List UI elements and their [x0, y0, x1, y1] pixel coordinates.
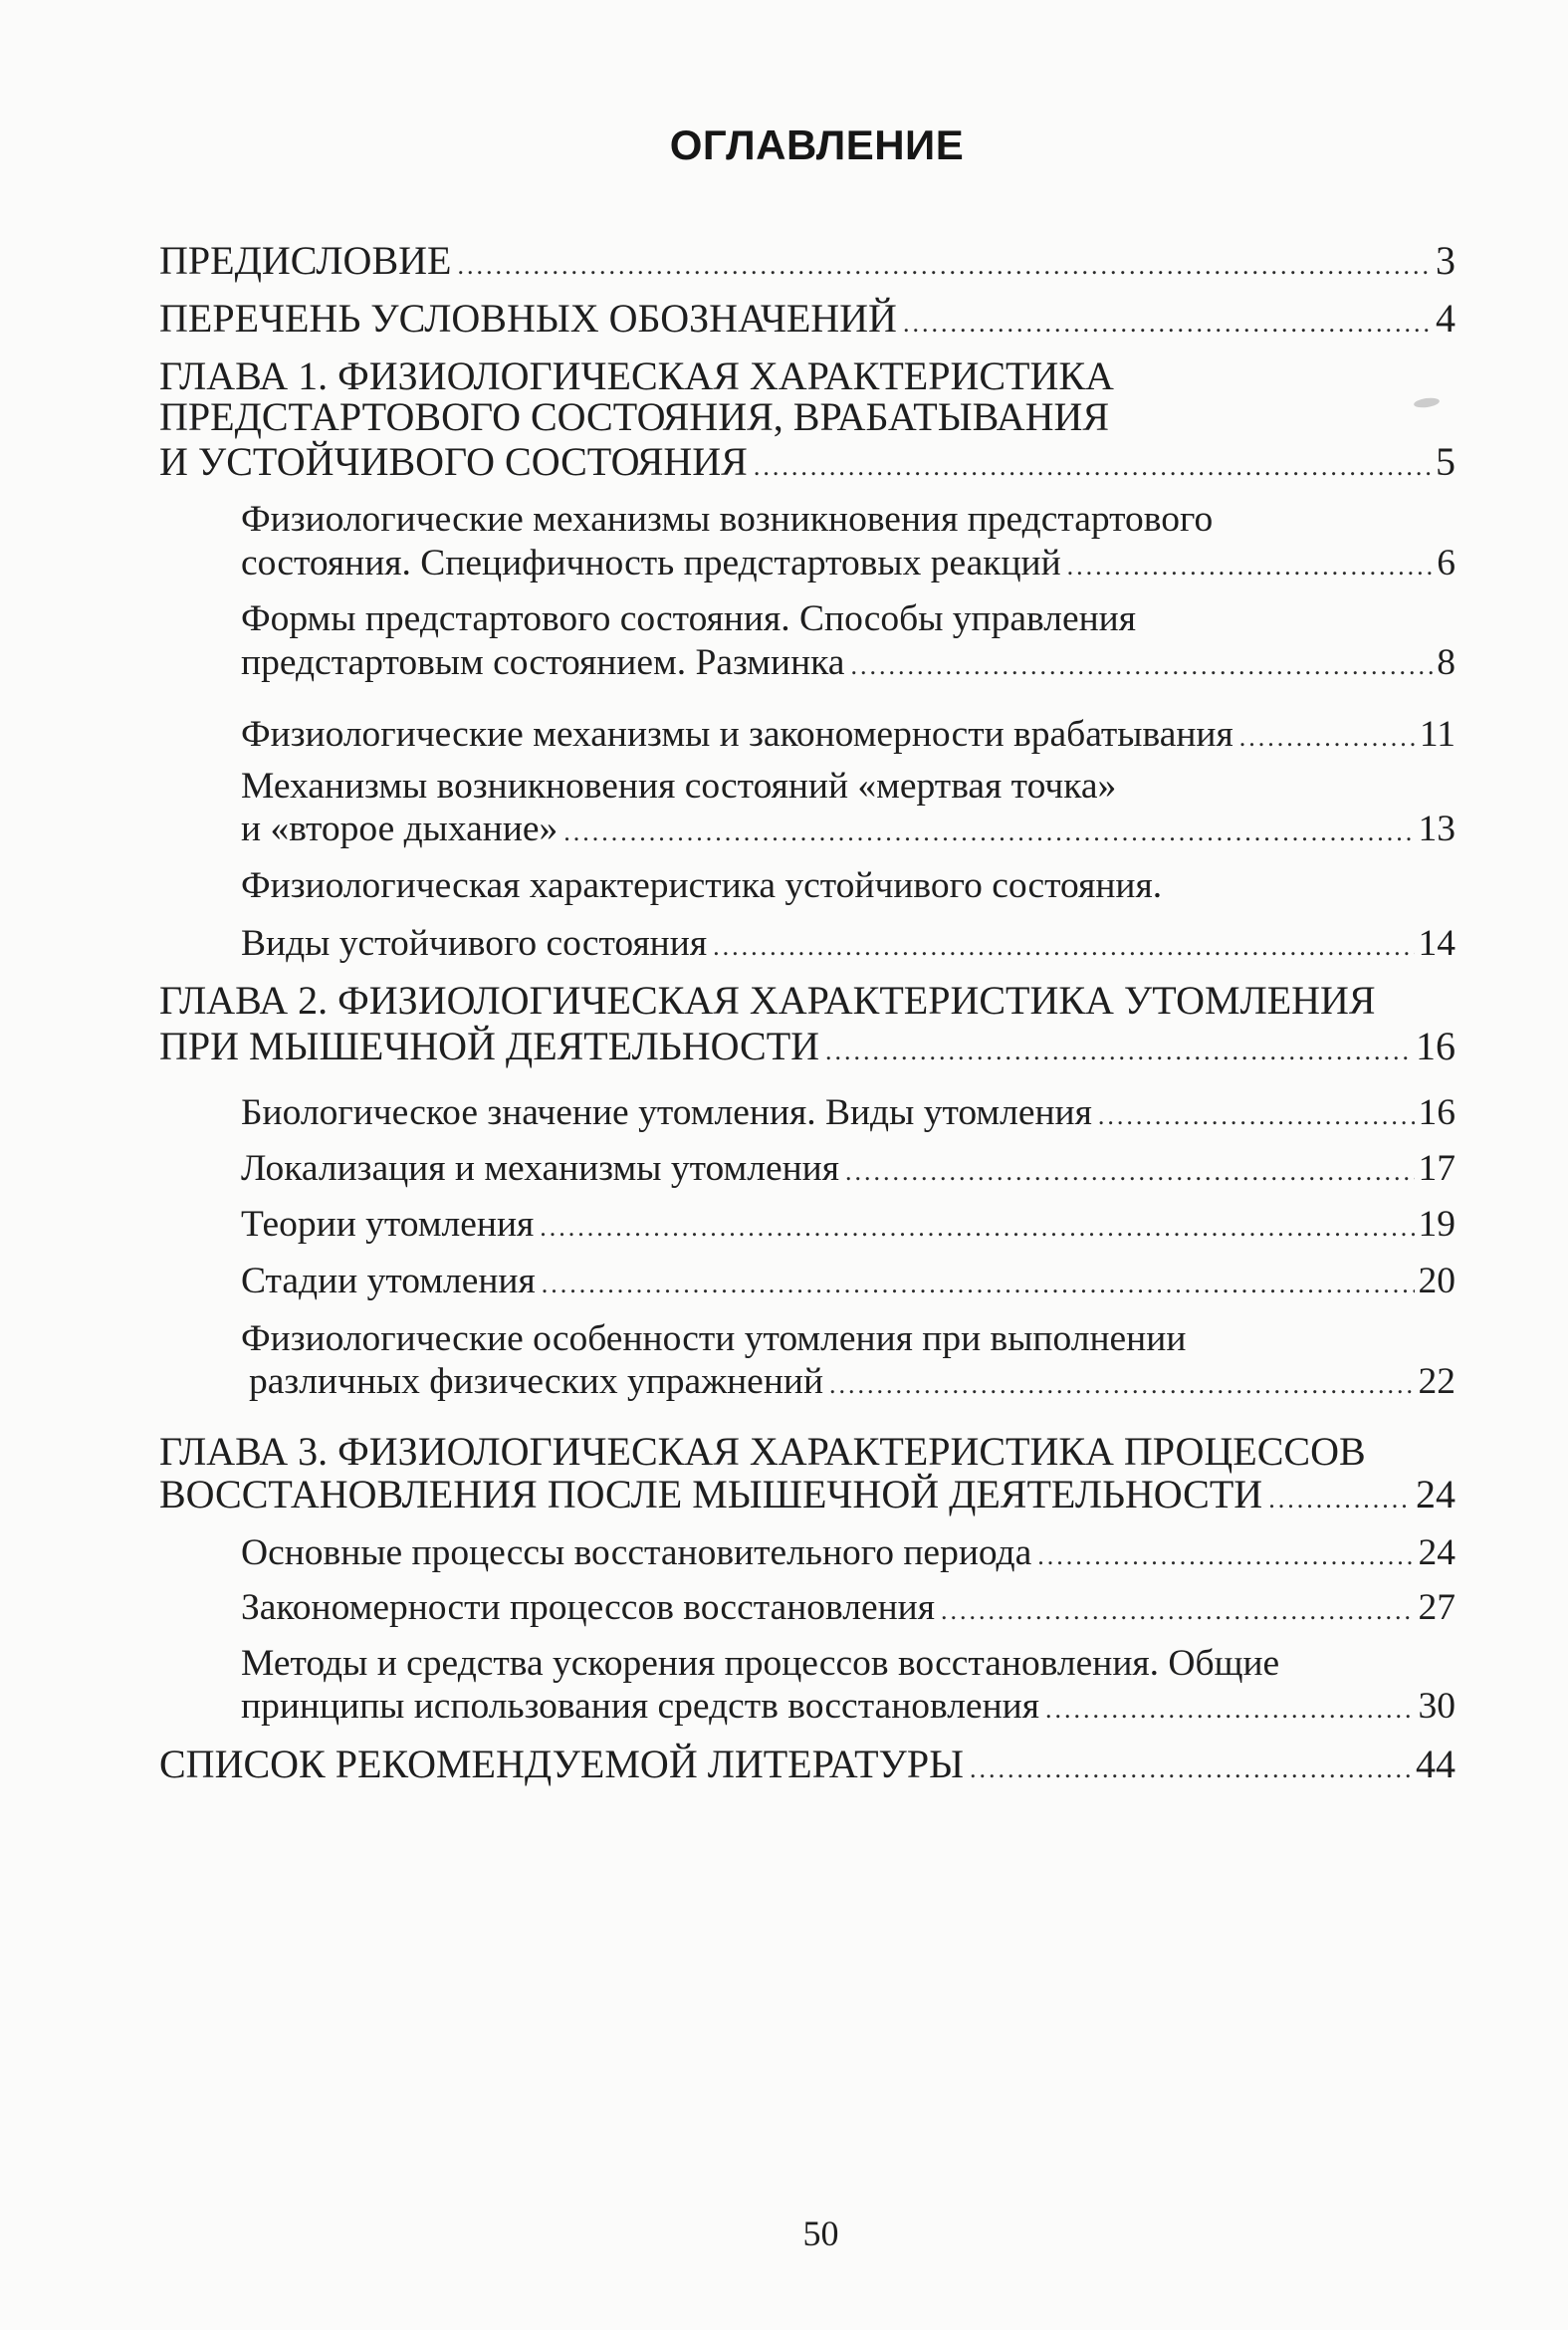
toc-entry-text: ГЛАВА 3. ФИЗИОЛОГИЧЕСКАЯ ХАРАКТЕРИСТИКА ПРОЦЕССОВ [159, 1429, 1366, 1474]
toc-subentry-line[interactable] [241, 1685, 1456, 1731]
dot-leader [754, 454, 1432, 480]
toc-page-number: 5 [1436, 439, 1456, 484]
toc-subentry-line[interactable] [241, 808, 1456, 853]
toc-entry-text: ПРЕДСТАРТОВОГО СОСТОЯНИЯ, ВРАБАТЫВАНИЯ [159, 394, 1110, 439]
dot-leader [713, 934, 1414, 960]
dot-leader [845, 1159, 1415, 1185]
toc-entry-text: СПИСОК РЕКОМЕНДУЕМОЙ ЛИТЕРАТУРЫ [159, 1742, 964, 1786]
dot-leader [829, 1372, 1414, 1398]
page-number: 50 [802, 2214, 839, 2253]
toc-entry-text: Стадии утомления [241, 1261, 536, 1301]
toc-entry-chapter-2-line-2[interactable] [159, 1023, 1456, 1068]
toc-subentry-line[interactable] [241, 597, 1456, 643]
toc-entry-text: Физиологические механизмы и закономерности врабатывания [241, 714, 1233, 755]
dot-leader [903, 311, 1432, 337]
toc-page-number: 13 [1418, 809, 1456, 849]
toc-entry-chapter-3-line-1[interactable] [159, 1428, 1456, 1474]
toc-page-number: 30 [1418, 1686, 1456, 1727]
toc-page-number: 44 [1416, 1742, 1456, 1786]
dot-leader [540, 1215, 1414, 1241]
toc-subentry-line[interactable] [241, 1147, 1456, 1193]
toc-entry-text: Формы предстартового состояния. Способы управления [241, 598, 1136, 639]
toc-subentry-line[interactable] [241, 1642, 1456, 1688]
toc-subentry-line[interactable] [241, 765, 1456, 811]
toc-entry-text: ВОССТАНОВЛЕНИЯ ПОСЛЕ МЫШЕЧНОЙ ДЕЯТЕЛЬНОСТИ [159, 1472, 1263, 1516]
dot-leader [1098, 1103, 1415, 1129]
dot-leader [1268, 1487, 1412, 1513]
toc-entry-text: ПРЕДИСЛОВИЕ [159, 238, 452, 283]
toc-page-number: 24 [1416, 1472, 1456, 1516]
toc-subentry-line[interactable] [241, 713, 1456, 759]
toc-page-number: 8 [1437, 642, 1456, 683]
toc-entry-text: Биологическое значение утомления. Виды утомления [241, 1092, 1092, 1133]
toc-entry-text: Теории утомления [241, 1204, 535, 1245]
toc-page-number: 3 [1436, 238, 1456, 283]
dot-leader [563, 819, 1414, 845]
toc-entry-text: Механизмы возникновения состояний «мертвая точка» [241, 766, 1117, 807]
toc-entry-chapter-1-line-2[interactable] [159, 393, 1456, 439]
toc-page-number: 4 [1436, 296, 1456, 341]
toc-entry-text: различных физических упражнений [249, 1361, 824, 1402]
dot-leader [1037, 1543, 1414, 1569]
toc-subentry-line[interactable] [249, 1360, 1456, 1406]
toc-page-number: 14 [1418, 923, 1456, 964]
toc-subentry-line[interactable] [241, 864, 1456, 910]
toc-entry-text: Основные процессы восстановительного периода [241, 1532, 1032, 1573]
toc-page-number: 22 [1418, 1361, 1456, 1402]
toc-page-number: 27 [1418, 1587, 1456, 1628]
dot-leader [941, 1598, 1415, 1624]
toc-entry-text: предстартовым состоянием. Разминка [241, 642, 845, 683]
toc-entry-text: Закономерности процессов восстановления [241, 1587, 935, 1628]
toc-entry-text: состояния. Специфичность предстартовых реакций [241, 543, 1061, 583]
toc-subentry-line[interactable] [241, 498, 1456, 544]
toc-subentry-line[interactable] [241, 641, 1456, 687]
toc-page-number: 11 [1419, 714, 1456, 755]
toc-entry-text: ГЛАВА 1. ФИЗИОЛОГИЧЕСКАЯ ХАРАКТЕРИСТИКА [159, 353, 1114, 398]
toc-page-number: 16 [1418, 1092, 1456, 1133]
dot-leader [1045, 1697, 1415, 1723]
dot-leader [1239, 725, 1416, 751]
toc-entry-text: Виды устойчивого состояния [241, 923, 708, 964]
toc-entry-abbreviations[interactable] [159, 295, 1456, 341]
toc-subentry-line[interactable] [241, 1203, 1456, 1249]
toc-entry-text: Физиологические механизмы возникновения предстартового [241, 499, 1214, 540]
toc-subentry-line[interactable] [241, 1586, 1456, 1632]
toc-entry-text: ПРИ МЫШЕЧНОЙ ДЕЯТЕЛЬНОСТИ [159, 1024, 820, 1068]
toc-entry-text: и «второе дыхание» [241, 809, 559, 849]
toc-entry-preface[interactable] [159, 237, 1456, 283]
toc-subentry-line[interactable] [241, 542, 1456, 587]
toc-subentry-line[interactable] [241, 922, 1456, 968]
toc-entry-text: принципы использования средств восстановления [241, 1686, 1039, 1727]
toc-entry-text: Методы и средства ускорения процессов восстановления. Общие [241, 1643, 1280, 1684]
toc-page-number: 19 [1418, 1204, 1456, 1245]
toc-entry-chapter-3-line-2[interactable] [159, 1471, 1456, 1516]
toc-subentry-line[interactable] [241, 1531, 1456, 1577]
toc-page-number: 17 [1418, 1148, 1456, 1189]
toc-page-number: 24 [1418, 1532, 1456, 1573]
toc-entry-chapter-1-line-3[interactable] [159, 438, 1456, 484]
toc-entry-text: Физиологические особенности утомления при выполнении [241, 1318, 1187, 1359]
toc-entry-text: Локализация и механизмы утомления [241, 1148, 839, 1189]
toc-entry-text: ГЛАВА 2. ФИЗИОЛОГИЧЕСКАЯ ХАРАКТЕРИСТИКА УТОМЛЕНИЯ [159, 978, 1376, 1023]
toc-entry-chapter-2-line-1[interactable] [159, 977, 1456, 1023]
toc-page-number: 6 [1437, 543, 1456, 583]
dot-leader [457, 253, 1432, 279]
toc-entry-bibliography[interactable] [159, 1741, 1456, 1786]
dot-leader [1067, 554, 1434, 580]
toc-subentry-line[interactable] [241, 1317, 1456, 1363]
toc-page-number: 20 [1418, 1261, 1456, 1301]
dot-leader [970, 1756, 1412, 1782]
toc-entry-chapter-1-line-1[interactable] [159, 352, 1456, 398]
toc-entry-text: Физиологическая характеристика устойчивого состояния. [241, 865, 1163, 906]
toc-title: ОГЛАВЛЕНИЕ [669, 121, 965, 168]
dot-leader [825, 1039, 1412, 1064]
toc-page-number: 16 [1416, 1024, 1456, 1068]
dot-leader [850, 653, 1433, 679]
toc-entry-text: ПЕРЕЧЕНЬ УСЛОВНЫХ ОБОЗНАЧЕНИЙ [159, 296, 897, 341]
toc-subentry-line[interactable] [241, 1091, 1456, 1137]
toc-subentry-line[interactable] [241, 1260, 1456, 1305]
toc-entry-text: И УСТОЙЧИВОГО СОСТОЯНИЯ [159, 439, 748, 484]
dot-leader [542, 1272, 1415, 1297]
